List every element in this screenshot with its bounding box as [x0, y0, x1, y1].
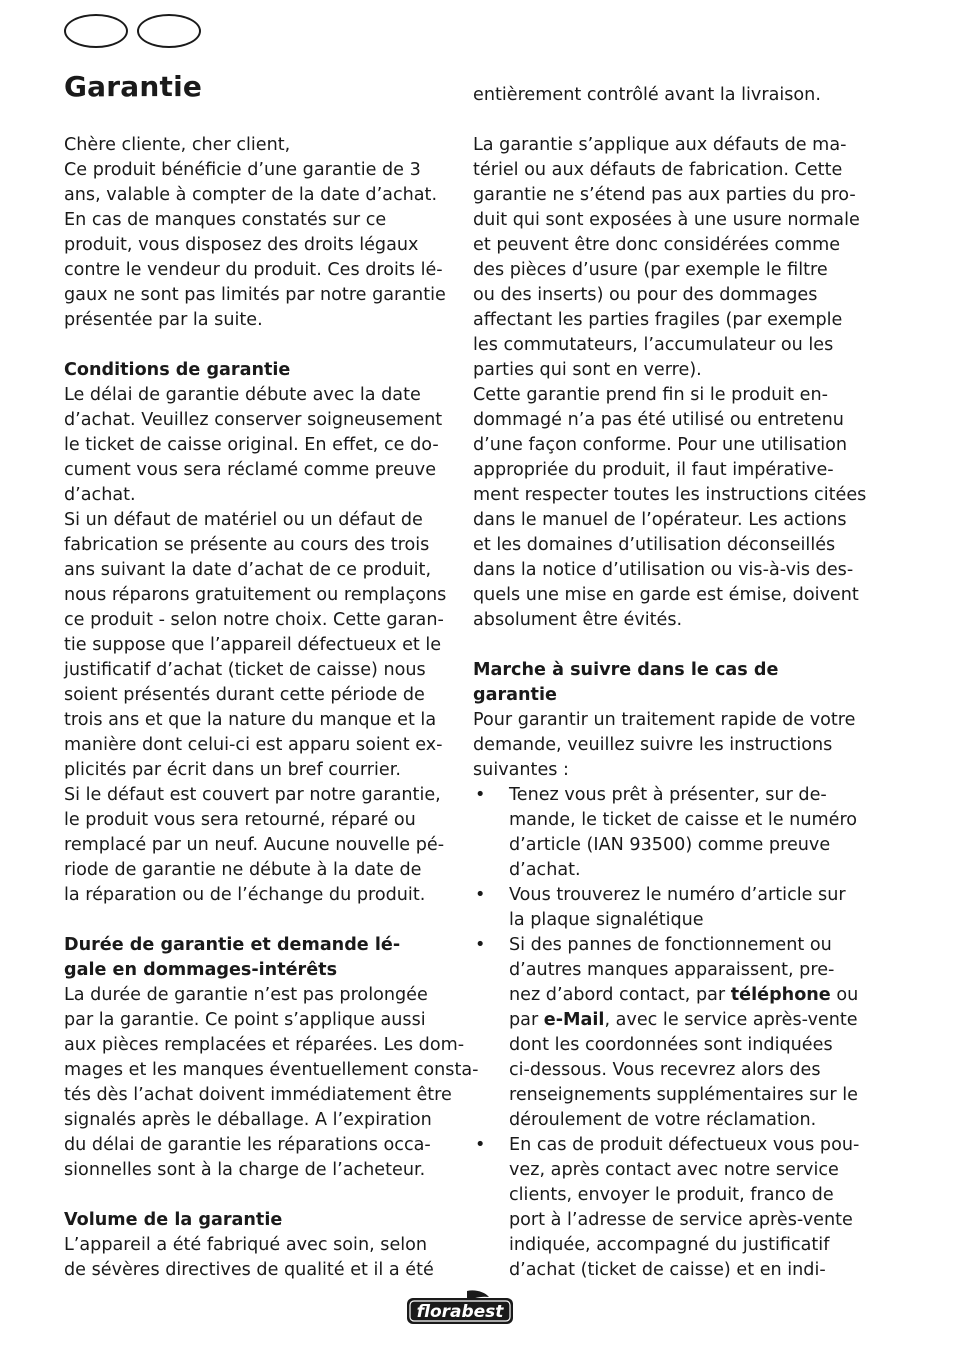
line-text: garantie ne s’étend pas aux parties du pro-: [473, 185, 856, 205]
text-line: [64, 433, 450, 458]
text-line: [64, 883, 450, 908]
text-line: [473, 958, 859, 983]
line-text: tie suppose que l’appareil défectueux et le: [64, 635, 442, 655]
line-text: signalés après le déballage. A l’expiration: [64, 1110, 432, 1130]
line-text: renseignements supplémentaires sur le: [509, 1085, 858, 1105]
text-line: [64, 483, 450, 508]
line-text: ans suivant la date d’achat de ce produit,: [64, 560, 432, 580]
line-text: Vous trouverez le numéro d’article sur: [509, 885, 846, 905]
line-text: mages et les manques éventuellement consta-: [64, 1060, 479, 1080]
line-text: entièrement contrôlé avant la livraison.: [473, 85, 821, 105]
line-text: Durée de garantie et demande lé-: [64, 935, 401, 955]
text-line: [473, 783, 859, 808]
line-text: L’appareil a été fabriqué avec soin, selon: [64, 1235, 428, 1255]
line-text: parties qui sont en verre).: [473, 360, 702, 380]
text-line: [473, 933, 859, 958]
text-line: [64, 233, 450, 258]
paragraph-gap: [64, 908, 450, 933]
line-text: dommagé n’a pas été utilisé ou entretenu: [473, 410, 844, 430]
emphasis-text: téléphone: [730, 985, 831, 1005]
line-text: port à l’adresse de service après-vente: [509, 1210, 853, 1230]
text-line: [473, 758, 859, 783]
line-text: tériel ou aux défauts de fabrication. Cette: [473, 160, 843, 180]
line-text: fabrication se présente au cours des trois: [64, 535, 430, 555]
line-text: produit, vous disposez des droits légaux: [64, 235, 419, 255]
line-text: dont les coordonnées sont indiquées: [509, 1035, 833, 1055]
paragraph-gap: [473, 108, 859, 133]
line-text: de sévères directives de qualité et il a été: [64, 1260, 434, 1280]
line-text: d’achat. Veuillez conserver soigneusement: [64, 410, 443, 430]
text-line: [473, 408, 859, 433]
line-text: la plaque signalétique: [509, 910, 704, 930]
line-text: tés dès l’achat doivent immédiatement être: [64, 1085, 452, 1105]
text-line: [473, 308, 859, 333]
right-column: [473, 83, 867, 1283]
line-text: les commutateurs, l’accumulateur ou les: [473, 335, 834, 355]
text-line: [64, 608, 450, 633]
text-line: [473, 733, 859, 758]
line-text: Le délai de garantie débute avec la date: [64, 385, 421, 405]
bullet-icon: •: [475, 885, 486, 905]
line-text: gaux ne sont pas limités par notre garantie: [64, 285, 446, 305]
text-line: [473, 1158, 859, 1183]
text-line: [64, 1133, 450, 1158]
line-text: duit qui sont exposées à une usure normale: [473, 210, 860, 230]
text-line: [64, 383, 450, 408]
line-text: sionnelles sont à la charge de l’acheteur.: [64, 1160, 426, 1180]
line-text: soient présentés durant cette période de: [64, 685, 425, 705]
text-line: [473, 983, 859, 1008]
line-text: Si des pannes de fonctionnement ou: [509, 935, 832, 955]
text-line: [64, 133, 450, 158]
text-line: [64, 408, 450, 433]
text-line: [473, 1033, 859, 1058]
line-text: demande, veuillez suivre les instructions: [473, 735, 833, 755]
text-line: [473, 1133, 859, 1158]
text-line: [64, 1058, 479, 1083]
text-line: [64, 858, 450, 883]
section-heading: [64, 933, 450, 958]
bullet-icon: •: [475, 1135, 486, 1155]
line-text-after: , avec le service après-vente: [604, 1010, 858, 1030]
line-text: d’autres manques apparaissent, pre-: [509, 960, 835, 980]
line-text: le produit vous sera retourné, réparé ou: [64, 810, 416, 830]
text-line: [473, 283, 859, 308]
line-text: par: [509, 1010, 544, 1030]
page-title: Garantie: [64, 70, 203, 103]
text-line: [473, 1058, 859, 1083]
line-text: appropriée du produit, il faut impérative-: [473, 460, 834, 480]
text-line: [473, 133, 859, 158]
text-line: [64, 508, 450, 533]
text-line: [64, 1108, 450, 1133]
line-text: d’achat.: [64, 485, 136, 505]
text-line: [64, 1033, 465, 1058]
text-line: [473, 208, 859, 233]
section-heading: [64, 958, 450, 983]
line-text: des pièces d’usure (par exemple le filtre: [473, 260, 828, 280]
line-text: garantie: [473, 685, 557, 705]
text-line: [473, 608, 859, 633]
line-text: Chère cliente, cher client,: [64, 135, 291, 155]
line-text: du délai de garantie les réparations occa-: [64, 1135, 431, 1155]
text-line: [473, 1208, 859, 1233]
language-oval-2: [137, 14, 201, 48]
line-text: d’une façon conforme. Pour une utilisation: [473, 435, 848, 455]
left-column: [64, 133, 479, 1283]
text-line: [473, 1083, 859, 1108]
line-text: Tenez vous prêt à présenter, sur de-: [509, 785, 827, 805]
text-line: [64, 658, 450, 683]
line-text: En cas de manques constatés sur ce: [64, 210, 387, 230]
line-text: et les domaines d’utilisation déconseillés: [473, 535, 836, 555]
text-line: [64, 1008, 450, 1033]
text-line: [64, 833, 450, 858]
line-text: Pour garantir un traitement rapide de votre: [473, 710, 856, 730]
text-line: [473, 83, 859, 108]
bullet-icon: •: [475, 935, 486, 955]
line-text: Si le défaut est couvert par notre garantie,: [64, 785, 441, 805]
line-text: présentée par la suite.: [64, 310, 263, 330]
line-text: Si un défaut de matériel ou un défaut de: [64, 510, 423, 530]
text-line: [473, 1233, 859, 1258]
text-line: [473, 433, 859, 458]
paragraph-gap: [64, 1183, 450, 1208]
text-line: [473, 158, 859, 183]
line-text: dans le manuel de l’opérateur. Les actions: [473, 510, 847, 530]
text-line: [473, 1183, 859, 1208]
line-text: manière dont celui-ci est apparu soient ex-: [64, 735, 443, 755]
text-line: [64, 258, 450, 283]
text-line: [64, 808, 450, 833]
line-text: dans la notice d’utilisation ou vis-à-vis des-: [473, 560, 854, 580]
text-line: [64, 733, 450, 758]
text-line: [64, 283, 450, 308]
text-line: [473, 383, 859, 408]
text-line: [473, 708, 859, 733]
line-text: ce produit - selon notre choix. Cette garan-: [64, 610, 444, 630]
line-text: En cas de produit défectueux vous pou-: [509, 1135, 860, 1155]
line-text: quels une mise en garde est émise, doivent: [473, 585, 859, 605]
text-line: [473, 258, 859, 283]
line-text: clients, envoyer le produit, franco de: [509, 1185, 834, 1205]
line-text: d’achat.: [509, 860, 581, 880]
text-line: [64, 458, 450, 483]
line-text: suivantes :: [473, 760, 569, 780]
line-text: contre le vendeur du produit. Ces droits lé-: [64, 260, 443, 280]
line-text: Conditions de garantie: [64, 360, 291, 380]
text-line: [64, 308, 450, 333]
text-line: [64, 1233, 450, 1258]
text-line: [473, 508, 859, 533]
line-text: ans, valable à compter de la date d’achat.: [64, 185, 438, 205]
text-line: [64, 183, 450, 208]
text-line: [473, 908, 859, 933]
text-line: [64, 783, 450, 808]
line-text: ment respecter toutes les instructions citées: [473, 485, 867, 505]
text-line: [473, 358, 859, 383]
text-line: [64, 1083, 450, 1108]
line-text: la réparation ou de l’échange du produit.: [64, 885, 426, 905]
text-line: [473, 858, 859, 883]
emphasis-text: e-Mail: [543, 1010, 605, 1030]
text-line: [473, 183, 859, 208]
line-text: indiquée, accompagné du justificatif: [509, 1235, 830, 1255]
bullet-icon: •: [475, 785, 486, 805]
line-text: mande, le ticket de caisse et le numéro: [509, 810, 858, 830]
text-line: [64, 1158, 450, 1183]
line-text: gale en dommages-intérêts: [64, 960, 338, 980]
line-text: La durée de garantie n’est pas prolongée: [64, 985, 428, 1005]
text-line: [64, 558, 450, 583]
text-line: [64, 983, 450, 1008]
text-line: [473, 483, 867, 508]
line-text-after: ou: [830, 985, 859, 1005]
line-text: remplacé par un neuf. Aucune nouvelle pé-: [64, 835, 445, 855]
line-text: le ticket de caisse original. En effet, ce do-: [64, 435, 439, 455]
line-text: riode de garantie ne débute à la date de: [64, 860, 422, 880]
text-line: [64, 1258, 450, 1283]
language-oval-1: [64, 14, 128, 48]
text-line: [473, 233, 859, 258]
line-text: d’achat (ticket de caisse) et en indi-: [509, 1260, 826, 1280]
line-text: vez, après contact avec notre service: [509, 1160, 839, 1180]
text-line: [473, 333, 859, 358]
text-line: [473, 533, 859, 558]
section-heading: [64, 1208, 450, 1233]
text-line: [64, 633, 450, 658]
text-line: [473, 1108, 859, 1133]
line-text: La garantie s’applique aux défauts de ma-: [473, 135, 847, 155]
line-text: affectant les parties fragiles (par exemple: [473, 310, 843, 330]
line-text: d’article (IAN 93500) comme preuve: [509, 835, 831, 855]
text-line: [473, 458, 859, 483]
florabest-logo: [405, 1290, 515, 1326]
line-text: Volume de la garantie: [64, 1210, 283, 1230]
text-line: [64, 533, 450, 558]
line-text: aux pièces remplacées et réparées. Les dom-: [64, 1035, 465, 1055]
line-text: Marche à suivre dans le cas de: [473, 660, 779, 680]
line-text: Cette garantie prend fin si le produit en-: [473, 385, 828, 405]
line-text: déroulement de votre réclamation.: [509, 1110, 817, 1130]
line-text: ou des inserts) ou pour des dommages: [473, 285, 818, 305]
text-line: [473, 1258, 859, 1283]
text-line: [64, 158, 450, 183]
line-text: plicités par écrit dans un bref courrier.: [64, 760, 401, 780]
text-line: [64, 758, 450, 783]
text-line: [64, 583, 450, 608]
text-line: [64, 683, 450, 708]
text-line: [473, 583, 859, 608]
text-line: [473, 558, 859, 583]
text-line: [473, 1008, 859, 1033]
text-line: [64, 208, 450, 233]
text-line: [473, 808, 859, 833]
text-line: [64, 708, 450, 733]
text-line: [473, 833, 859, 858]
section-heading: [473, 683, 859, 708]
line-text: absolument être évités.: [473, 610, 683, 630]
section-heading: [473, 658, 859, 683]
line-text: nez d’abord contact, par: [509, 985, 731, 1005]
line-text: et peuvent être donc considérées comme: [473, 235, 841, 255]
logo-text: florabest: [416, 1302, 504, 1322]
line-text: ci-dessous. Vous recevrez alors des: [509, 1060, 821, 1080]
text-line: [473, 883, 859, 908]
line-text: cument vous sera réclamé comme preuve: [64, 460, 437, 480]
line-text: Ce produit bénéficie d’une garantie de 3: [64, 160, 421, 180]
paragraph-gap: [473, 633, 859, 658]
line-text: nous réparons gratuitement ou remplaçons: [64, 585, 447, 605]
line-text: par la garantie. Ce point s’applique aussi: [64, 1010, 426, 1030]
paragraph-gap: [64, 333, 450, 358]
section-heading: [64, 358, 450, 383]
line-text: justificatif d’achat (ticket de caisse) nous: [64, 660, 426, 680]
line-text: trois ans et que la nature du manque et la: [64, 710, 437, 730]
